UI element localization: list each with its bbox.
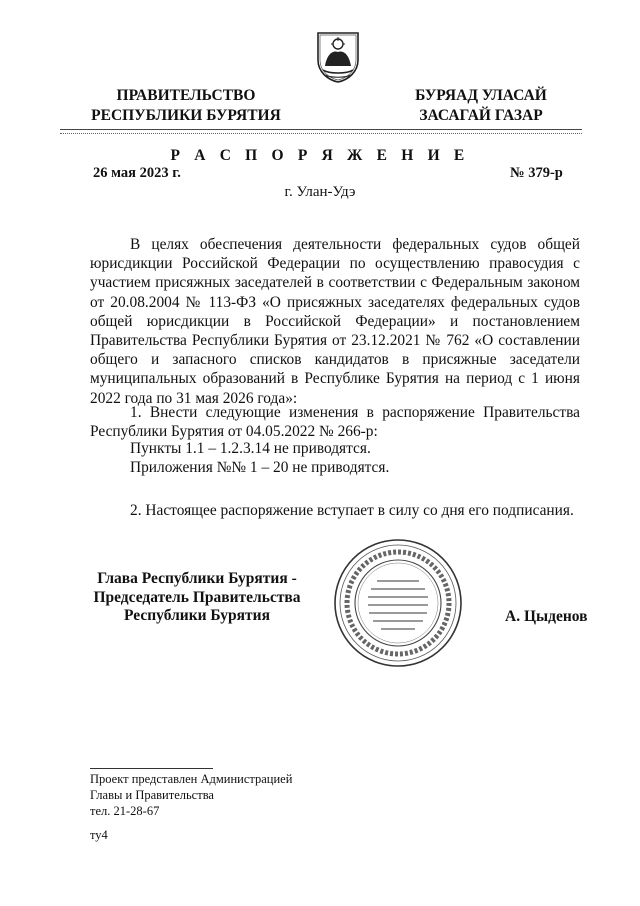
government-name-buryat: [414, 86, 548, 126]
government-name-russian: [88, 86, 284, 126]
footer-line1: Проект представлен Администрацией: [90, 772, 293, 786]
header-left-line1: ПРАВИТЕЛЬСТВО: [116, 87, 256, 104]
header-left-line2: РЕСПУБЛИКИ БУРЯТИЯ: [91, 107, 281, 124]
preamble-paragraph: В целях обеспечения деятельности федеральных судов общей юрисдикции Российской Федерации по осуществлению правосудия с участием присяжных заседателей в соответствии с Федеральным законом от 20.08.2004 № 113-ФЗ «О присяжных заседателях федеральных судов общей юрисдикции в Российской Федерации» и постановлением Правительства Республики Бурятия от 23.12.2021 № 762 «О составлении общего и запасного списков кандидатов в присяжные заседатели муниципальных образований в Республике Бурятия на период с 1 июня 2022 года по 31 мая 2026 года»:: [90, 236, 580, 407]
signatory-title-line3: Республики Бурятия: [124, 607, 270, 624]
footer-phone: тел. 21-28-67: [90, 804, 160, 818]
footer-line2: Главы и Правительства: [90, 788, 214, 802]
coat-of-arms-icon: [315, 30, 361, 84]
footer-code: ту4: [90, 828, 108, 842]
document-date: 26 мая 2023 г.: [93, 165, 181, 181]
footer-rule: [90, 768, 213, 769]
signatory-title-line2: Председатель Правительства: [93, 588, 301, 606]
point-2-paragraph: 2. Настоящее распоряжение вступает в силу со дня его подписания.: [130, 502, 574, 519]
signatory-title-line1: Глава Республики Бурятия -: [97, 570, 297, 587]
document-number: № 379-р: [510, 165, 563, 181]
point-1-item-2: Приложения №№ 1 – 20 не приводятся.: [130, 459, 390, 476]
document-place: г. Улан-Удэ: [284, 184, 356, 200]
point-1-paragraph: 1. Внести следующие изменения в распоряжение Правительства Республики Бурятия от 04.05.2022 № 266-р:: [90, 404, 580, 441]
point-1-item-1: Пункты 1.1 – 1.2.3.14 не приводятся.: [130, 440, 371, 457]
header-divider-dotted: [60, 133, 582, 134]
header-right-line1: БУРЯАД УЛАСАЙ: [415, 87, 547, 104]
official-seal-icon: [331, 536, 465, 670]
document-title: Р А С П О Р Я Ж Е Н И Е: [170, 147, 470, 164]
header-divider: [60, 129, 582, 130]
header-right-line2: ЗАСАГАЙ ГАЗАР: [419, 107, 543, 124]
signatory-title: [80, 570, 314, 626]
signatory-name: А. Цыденов: [505, 608, 588, 625]
